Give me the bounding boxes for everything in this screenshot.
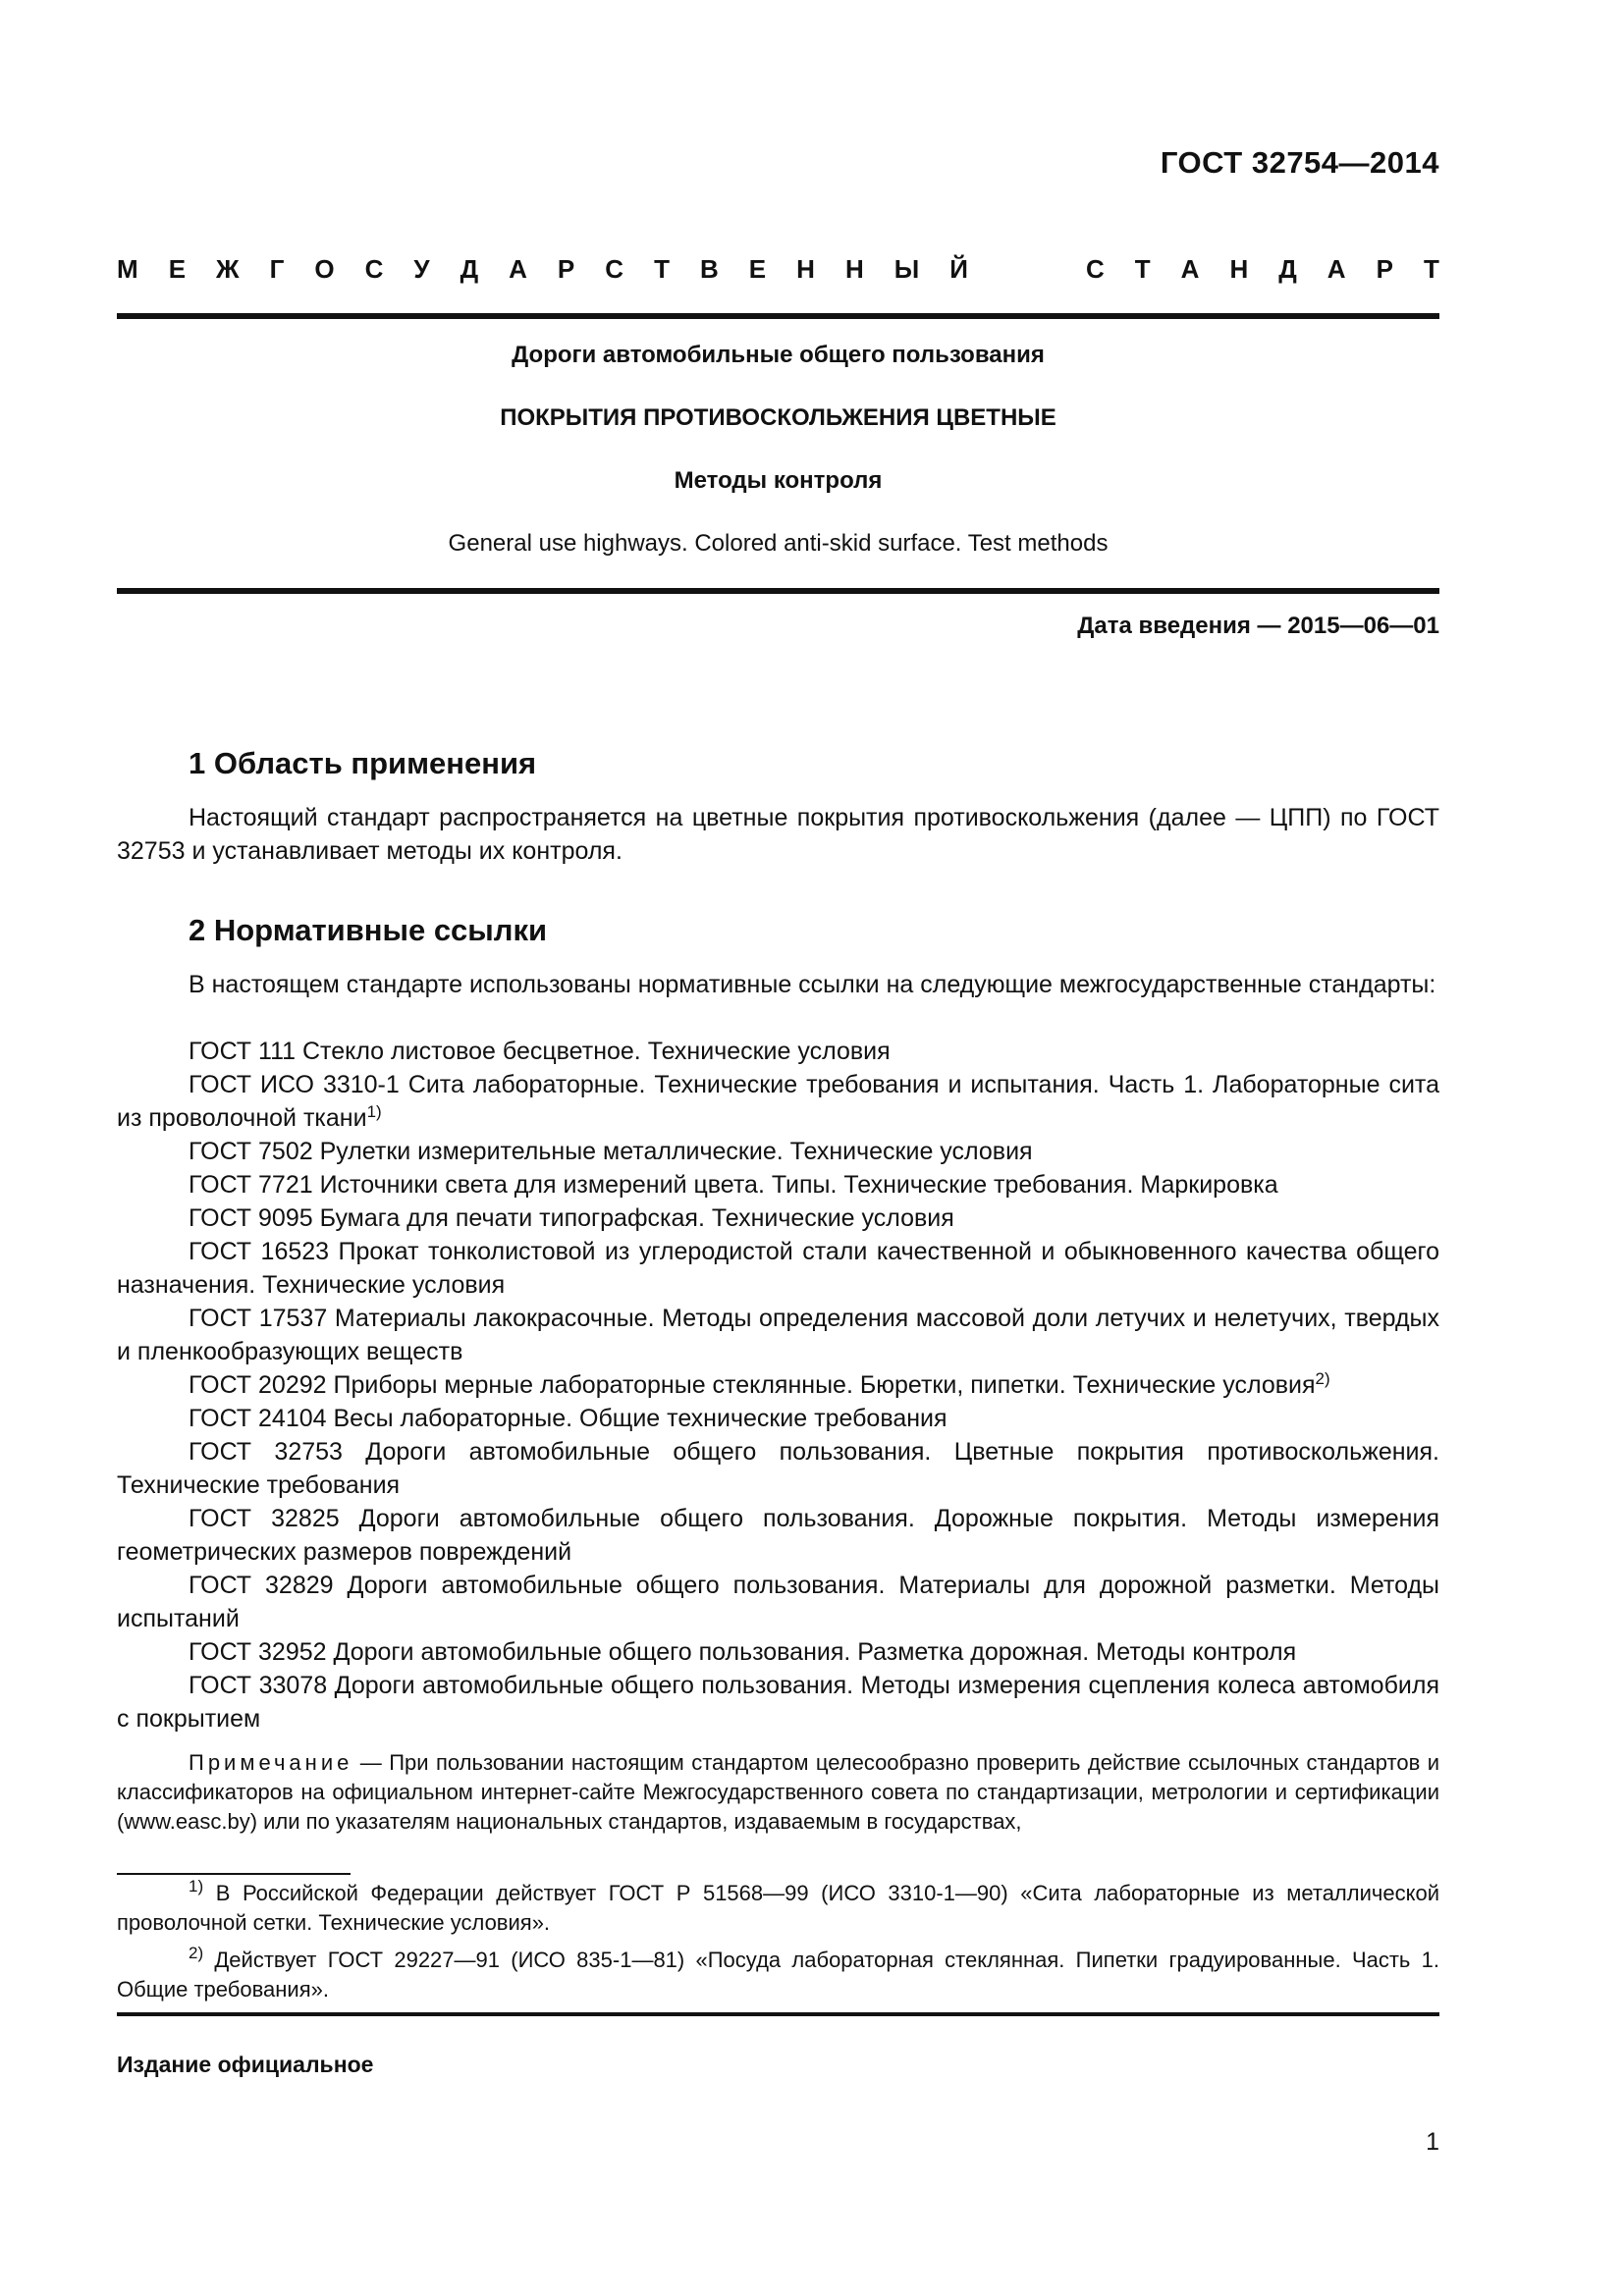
reference-item: [117, 1135, 1439, 1168]
banner-letter: В: [699, 253, 719, 284]
reference-item: [117, 1035, 1439, 1068]
banner-letter: О: [314, 253, 335, 284]
normative-references-list: [117, 1035, 1439, 1735]
footnote-text: В Российской Федерации действует ГОСТ Р 51568—99 (ИСО 3310-1—90) «Сита лабораторные из металлической проволочной сетки. Технические условия».: [117, 1881, 1439, 1935]
footnote-item: [117, 1879, 1439, 1938]
top-rule: [117, 313, 1439, 319]
reference-text: ГОСТ ИСО 3310-1 Сита лабораторные. Технические требования и испытания. Часть 1. Лабораторные сита из проволочной ткани: [117, 1071, 1439, 1132]
title-line-1: Дороги автомобильные общего пользования: [512, 342, 1045, 368]
footnote-marker: 1): [366, 1102, 382, 1121]
page-number: 1: [1426, 2128, 1439, 2156]
section-2-heading: 2 Нормативные ссылки: [189, 913, 548, 947]
section-1-paragraph: Настоящий стандарт распространяется на цветные покрытия противоскольжения (далее — ЦПП) по ГОСТ 32753 и устанавливает методы их контроля.: [117, 804, 1439, 865]
reference-text: ГОСТ 7721 Источники света для измерений цвета. Типы. Технические требования. Маркировка: [189, 1171, 1278, 1199]
title-english: General use highways. Colored anti-skid surface. Test methods: [448, 530, 1109, 557]
banner-letter: М: [117, 253, 138, 284]
section-2-intro-text: В настоящем стандарте использованы нормативные ссылки на следующие межгосударственные стандарты:: [189, 971, 1436, 998]
footnote-mark: 2): [189, 1944, 204, 1962]
reference-item: [117, 1435, 1439, 1502]
reference-item: [117, 1569, 1439, 1635]
title-line-2: ПОКРЫТИЯ ПРОТИВОСКОЛЬЖЕНИЯ ЦВЕТНЫЕ: [500, 404, 1056, 431]
reference-item: [117, 1168, 1439, 1201]
section-2-intro: [117, 968, 1439, 1001]
reference-item: [117, 1068, 1439, 1135]
title-rule: [117, 588, 1439, 594]
reference-text: ГОСТ 17537 Материалы лакокрасочные. Методы определения массовой доли летучих и нелетучих, твердых и пленкообразующих веществ: [117, 1305, 1439, 1365]
reference-item: [117, 1201, 1439, 1235]
reference-item: [117, 1235, 1439, 1302]
note-label: Примечание: [189, 1750, 353, 1775]
banner-letter: А: [1180, 253, 1200, 284]
banner-letter: Н: [796, 253, 815, 284]
banner-letter: Р: [1376, 253, 1393, 284]
banner-letter: С: [364, 253, 384, 284]
banner-letter: Т: [1134, 253, 1151, 284]
reference-text: ГОСТ 20292 Приборы мерные лабораторные стеклянные. Бюретки, пипетки. Технические условия: [189, 1371, 1316, 1399]
reference-item: [117, 1669, 1439, 1735]
reference-item: [117, 1302, 1439, 1368]
banner-letter: У: [413, 253, 430, 284]
section-1-text: [117, 801, 1439, 868]
banner-letter: Е: [748, 253, 767, 284]
standard-banner: [117, 251, 1439, 287]
footnote-item: [117, 1946, 1439, 2004]
banner-letter: Ы: [893, 253, 920, 284]
title-line-3: Методы контроля: [674, 467, 883, 494]
banner-letter: С: [1085, 253, 1105, 284]
footnotes: [117, 1879, 1439, 2012]
footnote-text: Действует ГОСТ 29227—91 (ИСО 835-1—81) «Посуда лабораторная стеклянная. Пипетки градуированные. Часть 1. Общие требования».: [117, 1948, 1439, 2002]
reference-text: ГОСТ 7502 Рулетки измерительные металлические. Технические условия: [189, 1138, 1033, 1165]
note-block: [117, 1748, 1439, 1837]
footnote-mark: 1): [189, 1877, 204, 1896]
reference-text: ГОСТ 24104 Весы лабораторные. Общие технические требования: [189, 1405, 947, 1432]
note-text: — При пользовании настоящим стандартом целесообразно проверить действие ссылочных стандартов и классификаторов на официальном интернет-сайте Межгосударственного совета по стандартизации, метрологии и сертификации (www.easc.by) или по указателям национальных стандартов, издаваемым в государствах,: [117, 1750, 1439, 1834]
reference-item: [117, 1368, 1439, 1402]
banner-letter: С: [605, 253, 624, 284]
banner-letter: Т: [1423, 253, 1439, 284]
section-1-heading: 1 Область применения: [189, 746, 537, 780]
reference-text: ГОСТ 32829 Дороги автомобильные общего пользования. Материалы для дорожной разметки. Методы испытаний: [117, 1572, 1439, 1632]
reference-text: ГОСТ 9095 Бумага для печати типографская. Технические условия: [189, 1204, 954, 1232]
banner-letter: Н: [1229, 253, 1249, 284]
banner-letter: А: [509, 253, 527, 284]
banner-letter: Й: [949, 253, 968, 284]
reference-item: [117, 1635, 1439, 1669]
reference-text: ГОСТ 16523 Прокат тонколистовой из углеродистой стали качественной и обыкновенного качества общего назначения. Технические условия: [117, 1238, 1439, 1299]
reference-text: ГОСТ 32952 Дороги автомобильные общего пользования. Разметка дорожная. Методы контроля: [189, 1638, 1297, 1666]
reference-text: ГОСТ 33078 Дороги автомобильные общего пользования. Методы измерения сцепления колеса автомобиля с покрытием: [117, 1672, 1439, 1733]
banner-letter: Ж: [216, 253, 240, 284]
banner-letter: Д: [460, 253, 479, 284]
banner-letter: А: [1326, 253, 1346, 284]
footer-rule: [117, 2012, 1439, 2016]
banner-letter: Г: [269, 253, 285, 284]
reference-item: [117, 1502, 1439, 1569]
footnote-marker: 2): [1315, 1369, 1330, 1388]
footnote-separator: [117, 1873, 351, 1875]
banner-letter: Р: [557, 253, 575, 284]
reference-text: ГОСТ 111 Стекло листовое бесцветное. Технические условия: [189, 1038, 891, 1065]
reference-text: ГОСТ 32825 Дороги автомобильные общего пользования. Дорожные покрытия. Методы измерения геометрических размеров повреждений: [117, 1505, 1439, 1566]
banner-letter: Е: [168, 253, 187, 284]
official-edition-label: Издание официальное: [117, 2052, 374, 2077]
banner-letter: Д: [1278, 253, 1297, 284]
document-number: ГОСТ 32754—2014: [1160, 145, 1439, 180]
banner-letter: Н: [844, 253, 864, 284]
reference-item: [117, 1402, 1439, 1435]
banner-letter: Т: [654, 253, 670, 284]
introduction-date: Дата введения — 2015—06—01: [1077, 613, 1439, 639]
reference-text: ГОСТ 32753 Дороги автомобильные общего пользования. Цветные покрытия противоскольжения. Технические требования: [117, 1438, 1439, 1499]
